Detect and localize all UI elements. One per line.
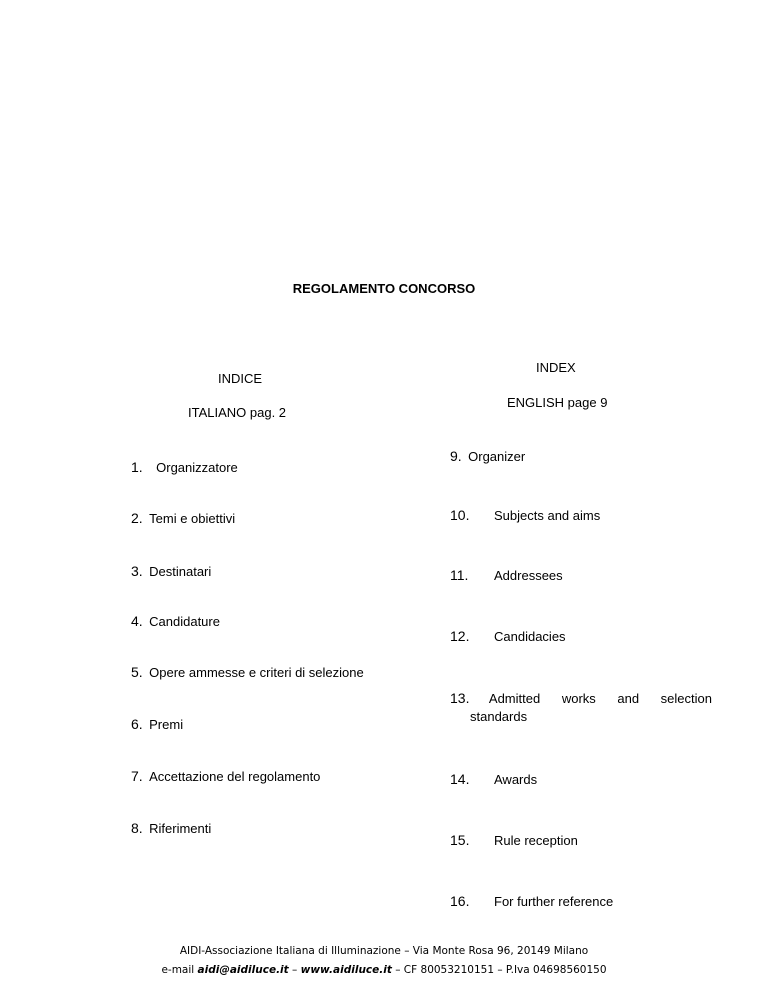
english-index-subheading: ENGLISH page 9 — [507, 395, 608, 410]
italian-index-item — [131, 613, 220, 631]
italian-index-item — [131, 820, 211, 838]
item-number: 14. — [450, 771, 470, 787]
item-label: Destinatari — [149, 564, 212, 579]
item-label-continued: standards — [470, 709, 528, 724]
footer-email-link[interactable]: aidi@aidiluce.it — [197, 964, 289, 976]
italian-index-item — [131, 563, 211, 581]
item-label: Temi e obiettivi — [149, 511, 236, 526]
document-title: REGOLAMENTO CONCORSO — [292, 281, 476, 296]
item-number: 11. — [450, 567, 469, 583]
footer-separator: – — [288, 964, 301, 976]
english-index-item — [450, 893, 613, 911]
item-number: 1. — [131, 459, 143, 475]
item-number: 10. — [450, 507, 470, 523]
item-label: Accettazione del regolamento — [149, 769, 321, 784]
item-number: 12. — [450, 628, 470, 644]
item-label: Premi — [149, 717, 184, 732]
italian-index-item — [131, 459, 238, 477]
item-number: 6. — [131, 716, 143, 732]
english-index-item — [450, 507, 600, 525]
item-label: Subjects and aims — [494, 508, 601, 523]
item-number: 13. — [450, 690, 470, 706]
item-number: 2. — [131, 510, 143, 526]
item-label: Admitted works and selection — [488, 691, 712, 706]
item-label: Addressees — [494, 568, 563, 583]
item-label: Rule reception — [494, 833, 578, 848]
item-number: 16. — [450, 893, 470, 909]
footer-tax-ids: – CF 80053210151 – P.Iva 04698560150 — [391, 964, 607, 976]
footer-contacts — [0, 964, 768, 976]
english-index-item — [450, 690, 712, 724]
item-label: Opere ammesse e criteri di selezione — [149, 665, 364, 680]
item-number: 9. — [450, 448, 462, 464]
footer-website-link[interactable]: www.aidiluce.it — [300, 964, 392, 976]
item-label: Organizzatore — [156, 460, 238, 475]
italian-index-item — [131, 716, 183, 734]
english-index-item — [450, 448, 525, 466]
item-label: Candidacies — [494, 629, 566, 644]
footer-address: AIDI-Associazione Italiana di Illuminazione – Via Monte Rosa 96, 20149 Milano — [179, 945, 589, 957]
item-label: Organizer — [468, 449, 526, 464]
item-label: For further reference — [494, 894, 614, 909]
item-label: Awards — [494, 772, 538, 787]
italian-index-item — [131, 768, 320, 786]
item-number: 3. — [131, 563, 143, 579]
english-index-heading: INDEX — [536, 360, 576, 375]
english-index-item — [450, 771, 537, 789]
item-label: Riferimenti — [149, 821, 212, 836]
item-label: Candidature — [149, 614, 220, 629]
english-index-item — [450, 567, 563, 585]
item-number: 7. — [131, 768, 143, 784]
item-number: 4. — [131, 613, 143, 629]
italian-index-heading: INDICE — [218, 371, 263, 386]
item-number: 5. — [131, 664, 143, 680]
item-number: 15. — [450, 832, 470, 848]
english-index-item — [450, 832, 578, 850]
italian-index-item — [131, 664, 364, 682]
footer-email-prefix: e-mail — [161, 964, 198, 976]
italian-index-item — [131, 510, 235, 528]
english-index-item — [450, 628, 566, 646]
item-number: 8. — [131, 820, 143, 836]
italian-index-subheading: ITALIANO pag. 2 — [188, 405, 287, 420]
